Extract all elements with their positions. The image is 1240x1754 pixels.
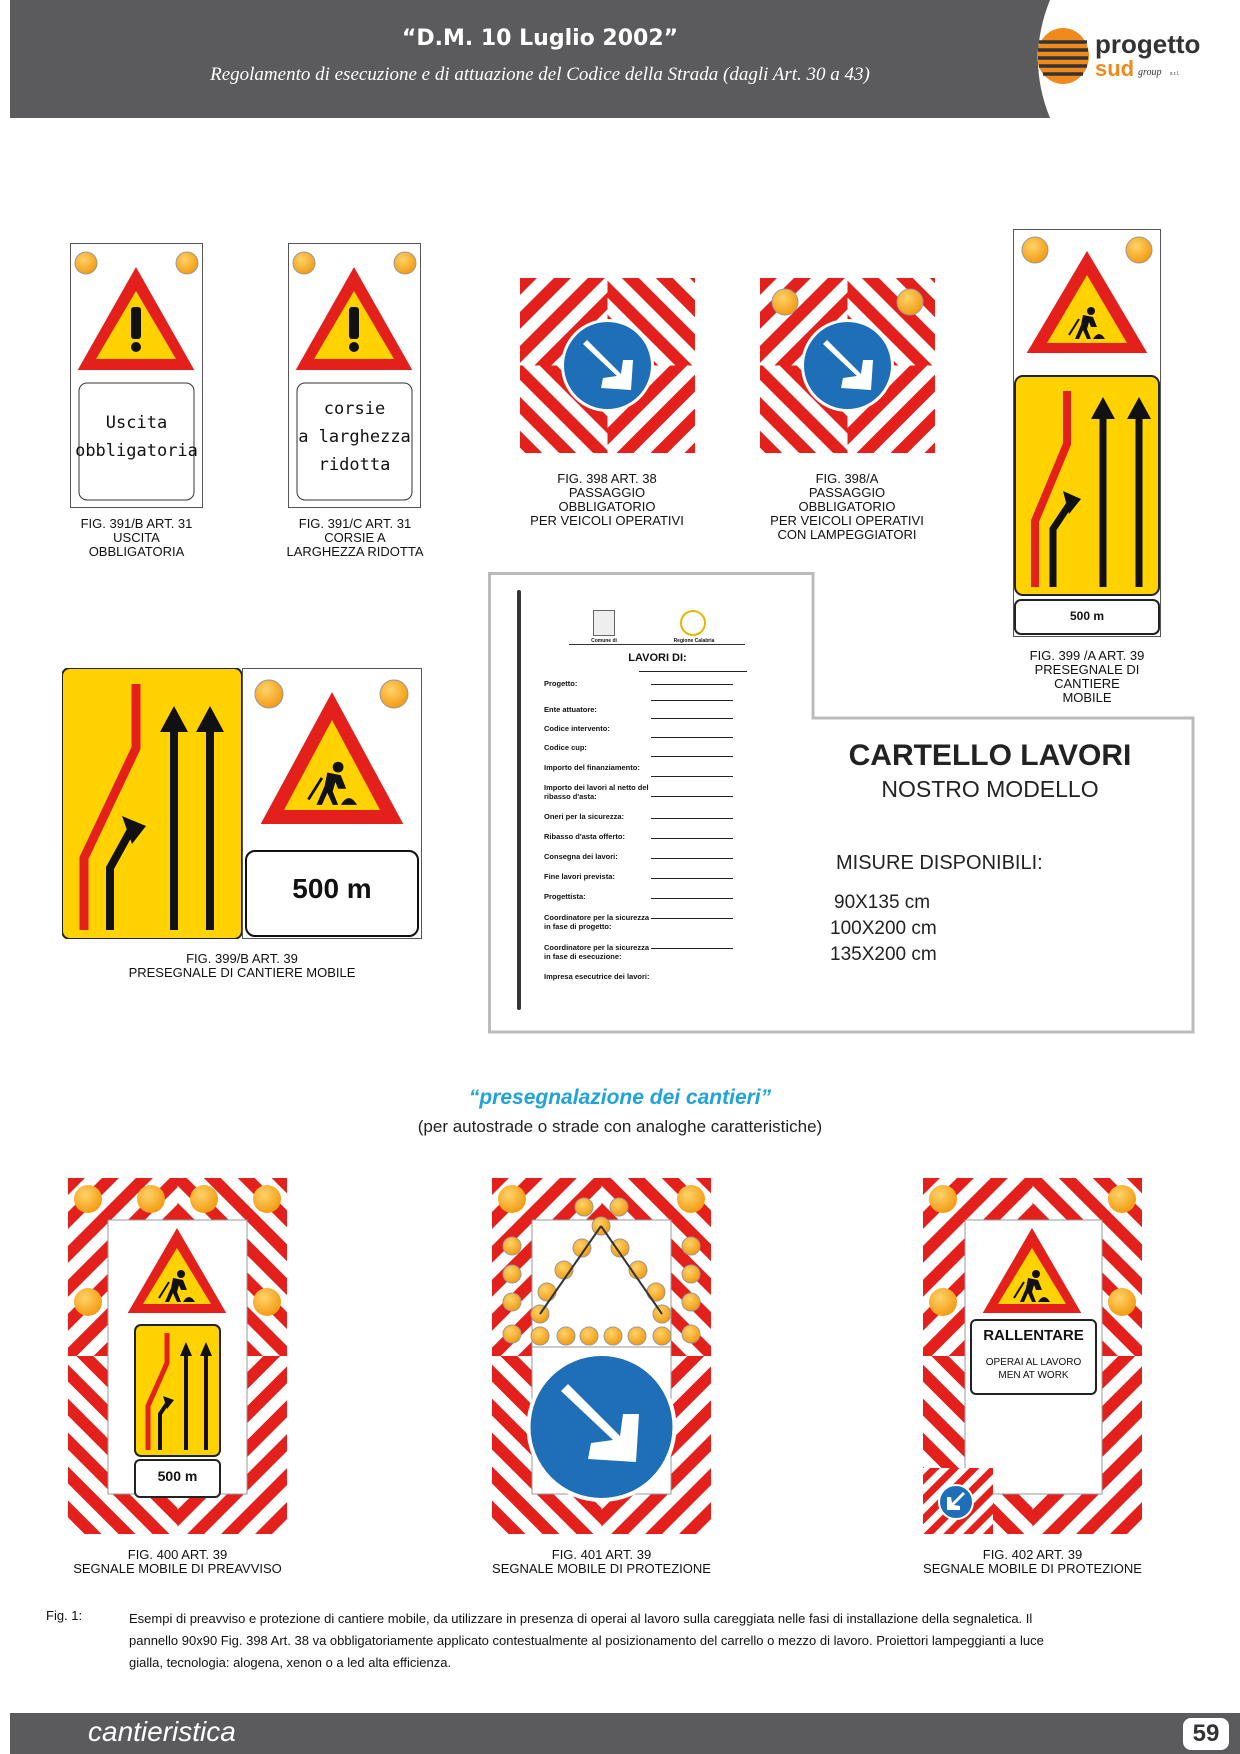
- caption-400-line1: FIG. 400 ART. 39: [127, 1547, 228, 1562]
- sign-399b-plate: 500 m: [292, 873, 372, 904]
- caption-398-line4: PER VEICOLI OPERATIVI: [530, 513, 684, 528]
- caption-391c: [260, 517, 450, 559]
- caption-402-line2: SEGNALE MOBILE DI PROTEZIONE: [923, 1561, 1142, 1576]
- cartello-field-line: [651, 684, 733, 685]
- cartello-board: [517, 590, 715, 1010]
- sign-402: [923, 1178, 1142, 1534]
- note-line2: pannello 90x90 Fig. 398 Art. 38 va obbligatoriamente applicato contestualmente al posizionamento del carrello o mezzo di lavoro. Proiettori lampeggianti a luce: [129, 1633, 1044, 1648]
- cartello-heading: LAVORI DI:: [628, 652, 687, 664]
- cartello-field: Progetto:: [544, 679, 578, 688]
- cartello-field: Consegna dei lavori:: [544, 852, 618, 861]
- logo-mark-icon: [1037, 28, 1089, 84]
- caption-391c-line3: LARGHEZZA RIDOTTA: [286, 544, 424, 559]
- caption-399a-line2: PRESEGNALE DI: [1034, 662, 1140, 677]
- cartello-size1: 90X135 cm: [834, 892, 931, 913]
- cartello-field: Progettista:: [544, 892, 586, 901]
- cartello-size3: 135X200 cm: [830, 944, 937, 965]
- caption-402-line1: FIG. 402 ART. 39: [982, 1547, 1083, 1562]
- section-subtitle: (per autostrade o strade con analoghe caratteristiche): [417, 1117, 823, 1136]
- cartello-field-line: [651, 718, 733, 719]
- caption-399a-line3: CANTIERE: [1054, 676, 1120, 691]
- sign-391b-text1: Uscita: [105, 413, 168, 433]
- caption-398a-line3: OBBLIGATORIO: [798, 499, 896, 514]
- header-subtitle: Regolamento di esecuzione e di attuazione del Codice della Strada (dagli Art. 30 a 43): [210, 64, 870, 85]
- sign-391b-text2: obbligatoria: [75, 441, 198, 461]
- caption-391c-line2: CORSIE A: [324, 530, 386, 545]
- note-line1: Esempi di preavviso e protezione di cantiere mobile, da utilizzare in presenza di operai al lavoro sulla careggiata nelle fasi di installazione della segnaletica. Il: [129, 1611, 1033, 1626]
- regione-crest-icon: [680, 610, 706, 636]
- caption-401: [462, 1548, 741, 1576]
- cartello-title: CARTELLO LAVORI: [848, 739, 1132, 772]
- caption-398-line3: OBBLIGATORIO: [558, 499, 656, 514]
- caption-399b: [62, 952, 422, 980]
- caption-399b-line2: PRESEGNALE DI CANTIERE MOBILE: [128, 965, 356, 980]
- cartello-field: Oneri per la sicurezza:: [544, 812, 625, 821]
- cartello-subtitle: NOSTRO MODELLO: [881, 776, 1099, 802]
- cartello-field: Codice intervento:: [544, 724, 610, 733]
- sign-402-slow: RALLENTARE: [983, 1327, 1084, 1344]
- cartello-field: Importo del finanziamento:: [544, 763, 640, 772]
- sign-402-work1: OPERAI AL LAVORO: [985, 1357, 1082, 1368]
- caption-391b: [70, 517, 203, 559]
- sign-391b: [70, 243, 203, 508]
- company-logo: [1030, 0, 1240, 118]
- logo-name-top: progetto: [1095, 29, 1201, 59]
- note-text: [129, 1608, 1209, 1674]
- caption-401-line2: SEGNALE MOBILE DI PROTEZIONE: [492, 1561, 711, 1576]
- sign-401: [492, 1178, 711, 1534]
- caption-391b-line3: OBBLIGATORIA: [88, 544, 185, 559]
- comune-crest-icon: [593, 610, 615, 636]
- caption-398a-line2: PASSAGGIO: [808, 485, 886, 500]
- caption-398a: [747, 472, 947, 542]
- cartello-field-line: [651, 796, 733, 797]
- cartello-field-line: [651, 776, 733, 777]
- footer-label: cantieristica: [88, 1716, 236, 1747]
- caption-401-line1: FIG. 401 ART. 39: [551, 1547, 652, 1562]
- caption-400-line2: SEGNALE MOBILE DI PREAVVISO: [73, 1561, 282, 1576]
- sign-391c-text2: a larghezza: [298, 427, 411, 447]
- cartello-field-line: [651, 858, 733, 859]
- cartello-comune: Comune di: [591, 638, 617, 644]
- cartello-size2: 100X200 cm: [830, 918, 937, 939]
- caption-399a-line4: MOBILE: [1062, 690, 1112, 705]
- cartello-field-line: [651, 948, 733, 949]
- sign-398: [520, 278, 695, 453]
- caption-391b-line1: FIG. 391/B ART. 31: [80, 516, 193, 531]
- cartello-field: Impresa esecutrice dei lavori:: [544, 972, 650, 981]
- note-line3: gialla, tecnologia: alogena, xenon o a led alta efficienza.: [129, 1655, 452, 1670]
- cartello-field: Codice cup:: [544, 743, 587, 752]
- cartello-field: Ribasso d'asta offerto:: [544, 832, 625, 841]
- caption-398-line2: PASSAGGIO: [568, 485, 646, 500]
- sign-391c-text3: ridotta: [318, 455, 391, 475]
- sign-391c: [288, 243, 421, 508]
- cartello-field-line: [651, 838, 733, 839]
- header-title: “D.M. 10 Luglio 2002”: [401, 26, 679, 51]
- logo-name-bottom: sud: [1095, 56, 1135, 81]
- cartello-field: Importo dei lavori al netto del ribasso d'asta:: [544, 783, 649, 801]
- logo-suffix-small: s.r.l.: [1170, 71, 1180, 77]
- cartello-field-line: [651, 818, 733, 819]
- sign-400-plate: 500 m: [157, 1468, 198, 1484]
- caption-399b-line1: FIG. 399/B ART. 39: [186, 951, 298, 966]
- sign-399b: [62, 668, 422, 939]
- sign-399a-plate: 500 m: [1069, 609, 1105, 623]
- sign-400: [68, 1178, 287, 1534]
- cartello-field-line: [651, 756, 733, 757]
- cartello-divider: [569, 644, 745, 645]
- caption-391c-line1: FIG. 391/C ART. 31: [298, 516, 412, 531]
- page-number: 59: [1183, 1718, 1229, 1750]
- cartello-field: Coordinatore per la sicurezza in fase di progetto:: [544, 913, 650, 931]
- cartello-sizes-label: MISURE DISPONIBILI:: [836, 852, 1043, 874]
- cartello-heading-line: [639, 671, 747, 672]
- cartello-field-line: [651, 878, 733, 879]
- caption-398a-line5: CON LAMPEGGIATORI: [777, 527, 917, 542]
- caption-398-line1: FIG. 398 ART. 38: [557, 471, 657, 486]
- caption-402: [893, 1548, 1172, 1576]
- cartello-regione: Regione Calabria: [673, 638, 715, 644]
- caption-398a-line1: FIG. 398/A: [815, 471, 879, 486]
- cartello-field-line: [651, 898, 733, 899]
- cartello-field-line: [651, 737, 733, 738]
- note-label: Fig. 1:: [46, 1608, 83, 1623]
- cartello-field-line: [651, 700, 733, 701]
- logo-suffix: group: [1138, 67, 1162, 78]
- caption-391b-line2: USCITA: [113, 530, 160, 545]
- cartello-field-line: [651, 918, 733, 919]
- sign-402-work2: MEN AT WORK: [998, 1370, 1069, 1381]
- caption-399a-line1: FIG. 399 /A ART. 39: [1029, 648, 1145, 663]
- caption-398a-line4: PER VEICOLI OPERATIVI: [770, 513, 924, 528]
- cartello-field: Ente attuatore:: [544, 705, 597, 714]
- sign-391c-text1: corsie: [323, 399, 386, 419]
- caption-400: [40, 1548, 315, 1576]
- caption-398: [507, 472, 707, 528]
- cartello-field: Coordinatore per la sicurezza in fase di esecuzione:: [544, 943, 650, 961]
- sign-398a: [760, 278, 935, 453]
- section-title: “presegnalazione dei cantieri”: [468, 1086, 772, 1109]
- cartello-field: Fine lavori prevista:: [544, 872, 615, 881]
